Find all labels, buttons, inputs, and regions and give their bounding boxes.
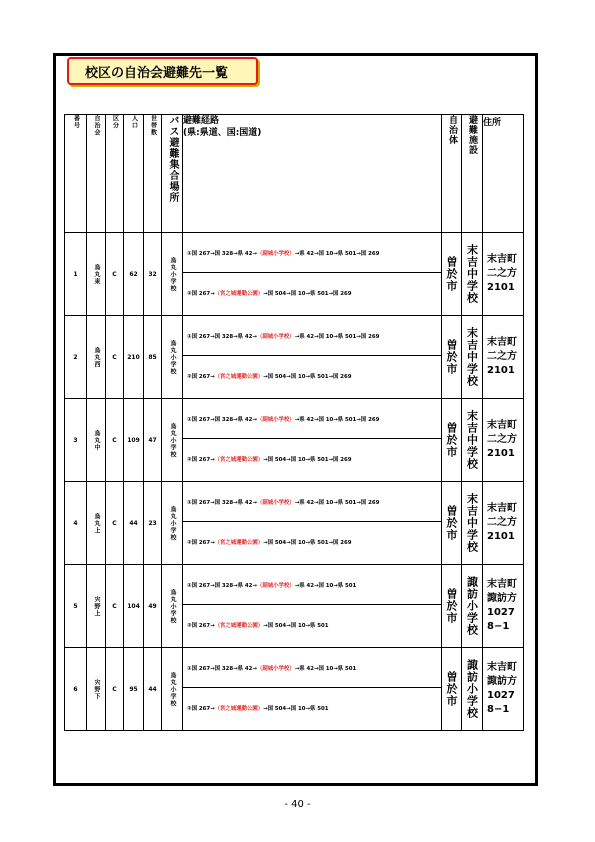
route-1: ①国 267→国 328→県 42→ （副城小学校） →県 42→国 10→県 501→国 269	[183, 482, 441, 522]
address-line4: 8−1	[487, 621, 510, 632]
row-setai: 49	[144, 565, 162, 648]
address-line2: 二之方	[487, 434, 517, 445]
row-routes	[183, 233, 442, 316]
address-line2: 諏訪方	[487, 593, 517, 604]
row-bus-stop: 鳥丸小学校	[162, 482, 183, 565]
header-route-title: 避難経路	[183, 116, 220, 126]
row-jinkou: 95	[124, 648, 144, 731]
row-setai: 85	[144, 316, 162, 399]
address-line2: 諏訪方	[487, 676, 517, 687]
address-line2: 二之方	[487, 351, 517, 362]
table-row	[65, 648, 524, 731]
header-kubun: 区分	[106, 115, 124, 233]
address-line2: 二之方	[487, 268, 517, 279]
row-kubun: C	[106, 565, 124, 648]
table-row	[65, 316, 524, 399]
evacuation-table	[64, 114, 524, 731]
row-jichikai: 鳥丸中	[87, 399, 106, 482]
row-routes	[183, 316, 442, 399]
row-routes	[183, 565, 442, 648]
row-jichitai: 曽於市	[442, 565, 462, 648]
header-address: 住所	[483, 115, 524, 233]
row-address	[483, 648, 524, 731]
address-line1: 末吉町	[487, 503, 517, 514]
header-bus: バス避難集合場所	[162, 115, 183, 233]
route-2: ②国 267→ （宮之城運動公園） →国 504→国 10→県 501	[187, 623, 329, 629]
row-address	[483, 233, 524, 316]
row-jichikai: 鳥丸西	[87, 316, 106, 399]
row-jichikai: 鳥丸上	[87, 482, 106, 565]
row-number: 5	[65, 565, 87, 648]
route-1: ①国 267→国 328→県 42→ （副城小学校） →県 42→国 10→県 501→国 269	[183, 233, 441, 273]
row-shisetsu: 末吉中学校	[462, 316, 483, 399]
table-row	[65, 399, 524, 482]
row-jichikai: 鳥丸東	[87, 233, 106, 316]
row-kubun: C	[106, 316, 124, 399]
address-line4: 8−1	[487, 704, 510, 715]
row-jinkou: 62	[124, 233, 144, 316]
address-line3: 2101	[487, 282, 515, 293]
route-2: ②国 267→ （宮之城運動公園） →国 504→国 10→県 501→国 269	[187, 374, 352, 380]
address-line1: 末吉町	[487, 254, 517, 265]
row-shisetsu: 諏訪小学校	[462, 565, 483, 648]
route-1: ①国 267→国 328→県 42→ （副城小学校） →県 42→国 10→県 501→国 269	[183, 399, 441, 439]
row-setai: 32	[144, 233, 162, 316]
route-1: ①国 267→国 328→県 42→ （副城小学校） →県 42→国 10→県 501→国 269	[183, 316, 441, 356]
row-kubun: C	[106, 482, 124, 565]
page-number: - 40 -	[284, 799, 311, 810]
address-line1: 末吉町	[487, 662, 517, 673]
address-line3: 2101	[487, 531, 515, 542]
row-jinkou: 44	[124, 482, 144, 565]
row-setai: 23	[144, 482, 162, 565]
header-route-sub: (県:県道、国:国道)	[183, 128, 262, 138]
row-kubun: C	[106, 233, 124, 316]
row-address	[483, 316, 524, 399]
row-jichitai: 曽於市	[442, 233, 462, 316]
route-1: ①国 267→国 328→県 42→ （副城小学校） →県 42→国 10→県 501	[183, 565, 441, 605]
row-number: 1	[65, 233, 87, 316]
row-shisetsu: 末吉中学校	[462, 233, 483, 316]
row-address	[483, 482, 524, 565]
row-jichitai: 曽於市	[442, 482, 462, 565]
row-routes	[183, 482, 442, 565]
row-kubun: C	[106, 648, 124, 731]
header-setaisuu: 世帯数	[144, 115, 162, 233]
address-line1: 末吉町	[487, 420, 517, 431]
header-bangou: 番号	[65, 115, 87, 233]
row-bus-stop: 鳥丸小学校	[162, 233, 183, 316]
row-jinkou: 104	[124, 565, 144, 648]
address-line3: 2101	[487, 365, 515, 376]
row-routes	[183, 648, 442, 731]
page-title: 校区の自治会避難先一覧	[67, 57, 258, 85]
row-jinkou: 109	[124, 399, 144, 482]
route-1: ①国 267→国 328→県 42→ （副城小学校） →県 42→国 10→県 501	[183, 648, 441, 688]
row-jichikai: 宍野上	[87, 565, 106, 648]
route-2: ②国 267→ （宮之城運動公園） →国 504→国 10→県 501	[187, 706, 329, 712]
header-jichitai: 自治体	[442, 115, 462, 233]
row-routes	[183, 399, 442, 482]
row-setai: 44	[144, 648, 162, 731]
header-jichikai: 自治会	[87, 115, 106, 233]
table-header-row	[65, 115, 524, 233]
row-bus-stop: 鳥丸小学校	[162, 316, 183, 399]
row-jichitai: 曽於市	[442, 316, 462, 399]
row-bus-stop: 鳥丸小学校	[162, 565, 183, 648]
table-row	[65, 482, 524, 565]
row-jichitai: 曽於市	[442, 399, 462, 482]
row-jinkou: 210	[124, 316, 144, 399]
row-jichikai: 宍野下	[87, 648, 106, 731]
row-number: 3	[65, 399, 87, 482]
row-number: 6	[65, 648, 87, 731]
header-shisetsu: 避難施設	[462, 115, 483, 233]
row-kubun: C	[106, 399, 124, 482]
table-row	[65, 565, 524, 648]
header-jinkou: 人口	[124, 115, 144, 233]
header-route	[183, 115, 442, 233]
address-line2: 二之方	[487, 517, 517, 528]
row-jichitai: 曽於市	[442, 648, 462, 731]
row-number: 2	[65, 316, 87, 399]
address-line1: 末吉町	[487, 337, 517, 348]
row-address	[483, 399, 524, 482]
row-address	[483, 565, 524, 648]
address-line3: 1027	[487, 607, 515, 618]
address-line3: 2101	[487, 448, 515, 459]
row-bus-stop: 鳥丸小学校	[162, 648, 183, 731]
row-shisetsu: 末吉中学校	[462, 399, 483, 482]
route-2: ②国 267→ （宮之城運動公園） →国 504→国 10→県 501→国 269	[187, 540, 352, 546]
row-setai: 47	[144, 399, 162, 482]
row-shisetsu: 末吉中学校	[462, 482, 483, 565]
address-line3: 1027	[487, 690, 515, 701]
row-shisetsu: 諏訪小学校	[462, 648, 483, 731]
row-bus-stop: 鳥丸小学校	[162, 399, 183, 482]
route-2: ②国 267→ （宮之城運動公園） →国 504→国 10→県 501→国 269	[187, 457, 352, 463]
row-number: 4	[65, 482, 87, 565]
address-line1: 末吉町	[487, 579, 517, 590]
table-row	[65, 233, 524, 316]
route-2: ②国 267→ （宮之城運動公園） →国 504→国 10→県 501→国 269	[187, 291, 352, 297]
